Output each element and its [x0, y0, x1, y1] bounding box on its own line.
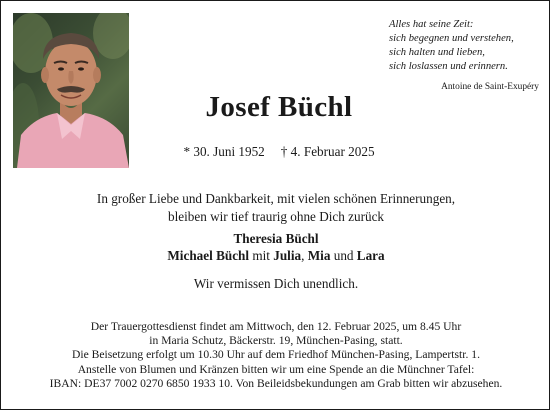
message-line: bleiben wir tief traurig ohne Dich zurück	[167, 208, 385, 224]
separator-text: ,	[301, 248, 305, 263]
quote-line: sich begegnen und verstehen,	[389, 33, 514, 44]
quote-line: sich halten und lieben,	[389, 47, 485, 58]
connector-text: und	[333, 248, 354, 263]
grandchild-name: Mia	[307, 248, 331, 263]
details-line: IBAN: DE37 7002 0270 6850 1933 10. Von Beileidsbekundungen am Grab bitten wir abzusehen.	[49, 376, 503, 390]
grandchild-name: Lara	[356, 248, 385, 263]
details-line: in Maria Schutz, Bäckerstr. 19, München-Pasing, statt.	[149, 334, 403, 348]
mourner-name: Theresia Büchl	[233, 231, 319, 246]
details-line: Der Trauergottesdienst findet am Mittwoch, den 12. Februar 2025, um 8.45 Uhr	[90, 320, 462, 333]
portrait-photo	[13, 13, 129, 168]
mourner-row	[41, 230, 511, 247]
details-line: Die Beisetzung erfolgt um 10.30 Uhr auf dem Friedhof München-Pasing, Lampertstr. 1.	[72, 348, 480, 362]
mourners-list	[41, 230, 511, 264]
details-line: Anstelle von Blumen und Kränzen bitten wir um eine Spende an die Münchner Tafel:	[77, 362, 475, 376]
closing-line: Wir vermissen Dich unendlich.	[193, 276, 359, 291]
life-dates	[129, 144, 429, 160]
quote-line: Alles hat seine Zeit:	[389, 19, 474, 30]
funeral-details	[13, 320, 539, 391]
portrait-image	[13, 13, 129, 168]
death-date: † 4. Februar 2025	[280, 144, 375, 159]
mourning-message	[41, 190, 511, 225]
connector-text: mit	[252, 248, 270, 263]
grandchild-name: Julia	[273, 248, 302, 263]
message-line: In großer Liebe und Dankbarkeit, mit vielen schönen Erinnerungen,	[96, 191, 456, 206]
deceased-name: Josef Büchl	[205, 91, 353, 123]
quote-author: Antoine de Saint-Exupéry	[441, 82, 539, 92]
birth-date: * 30. Juni 1952	[183, 144, 265, 159]
mourner-row	[41, 247, 511, 264]
epigraph-quote	[389, 18, 539, 74]
mourner-name: Michael Büchl	[167, 248, 250, 263]
quote-line: sich loslassen und erinnern.	[389, 61, 508, 72]
